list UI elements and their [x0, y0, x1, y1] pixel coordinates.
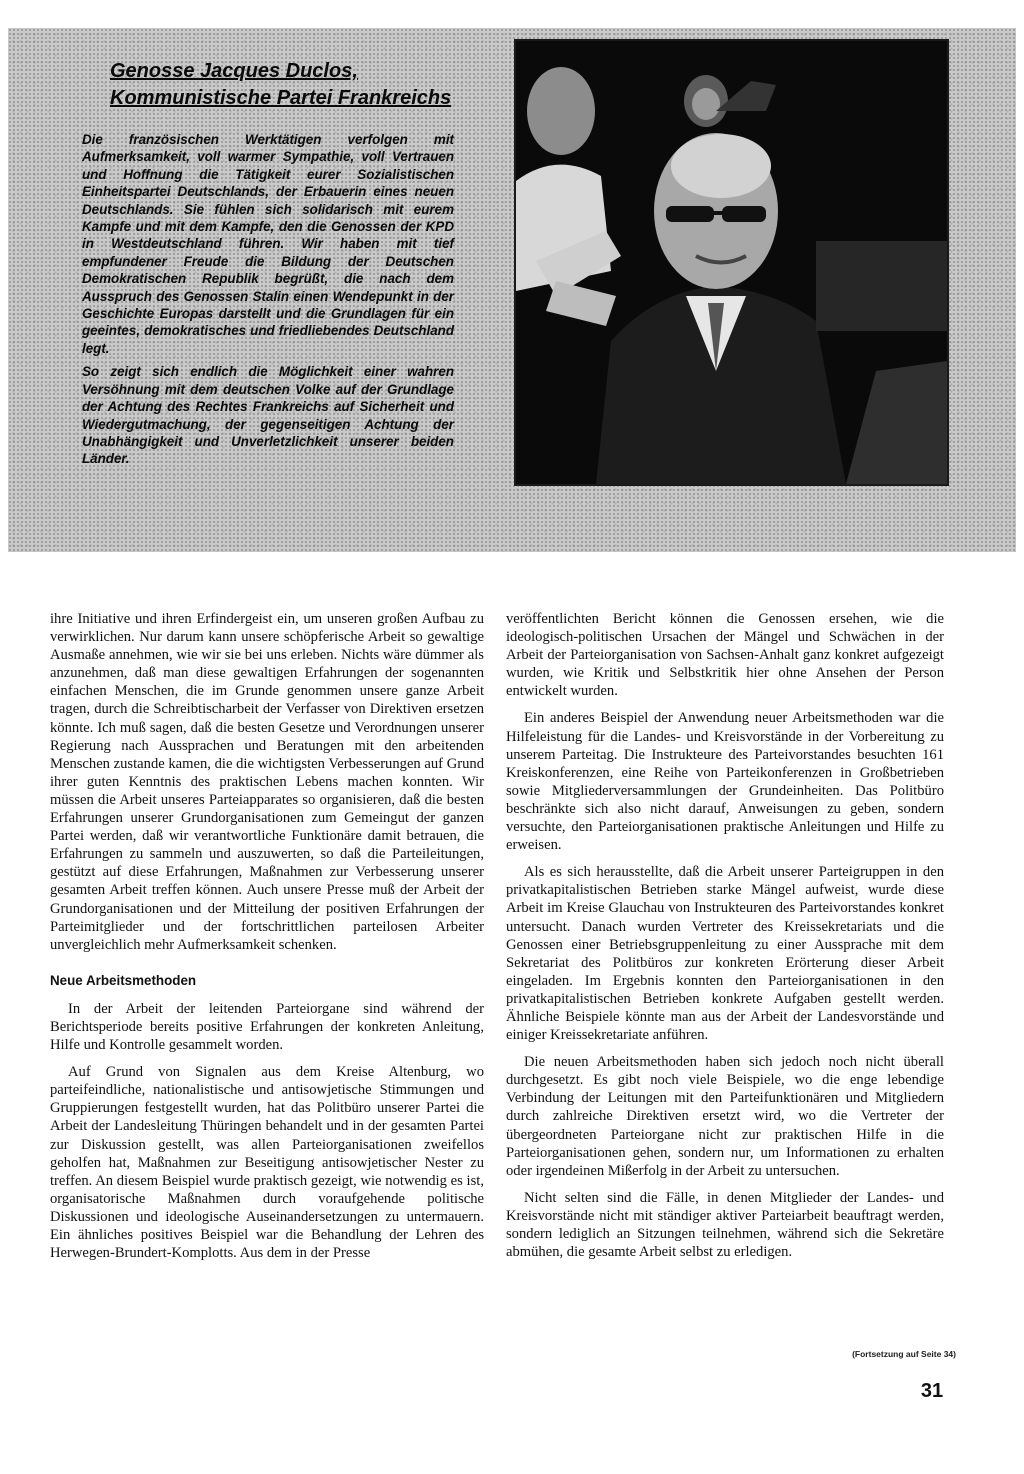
intro-paragraph: Die französischen Werktätigen verfolgen mit Aufmerksamkeit, voll warmer Sympathie, voll Vertrauen und Hoffnung die Tätigkeit eurer Sozialistischen Einheitspartei Deutschlands, der Erbauerin eines neuen Deutschlands. Sie fühlen sich solidarisch mit eurem Kampfe und mit dem Kampfe, den die Genossen der KPD in Westdeutschland führen. Wir haben mit tief empfundener Freude die Bildung der Deutschen Demokratischen Republik begrüßt, die nach dem Ausspruch des Genossen Stalin einen Wendepunkt in der Geschichte Europas darstellt und die Grundlagen für ein geeintes, demokratisches und friedliebendes Deutschland legt.: [82, 132, 454, 356]
column-right: [506, 610, 944, 1270]
continuation-note: (Fortsetzung auf Seite 34): [852, 1349, 956, 1359]
column-left: [50, 610, 484, 1271]
paragraph: In der Arbeit der leitenden Parteiorgane sind während der Berichtsperiode bereits positive Erfahrungen der konkreten Anleitung, Hilfe und Kontrolle gesammelt worden.: [50, 1000, 484, 1054]
paragraph: veröffentlichten Bericht können die Genossen ersehen, wie die ideologisch-politischen Ursachen der Mängel und Schwächen in der Arbeit der Parteiorganisation von Sachsen-Anhalt ganz konkret aufgezeigt wurden, wie Kritik und Selbstkritik hier ohne Ansehen der Person entwickelt wurden.: [506, 611, 944, 700]
paragraph: Als es sich herausstellte, daß die Arbeit unserer Parteigruppen in den privatkapitalistischen Betrieben starke Mängel aufweist, wurde diese Arbeit im Kreise Glauchau von Instrukteuren des Parteivorstandes konkret untersucht. Danach wurden Vertreter des Kreissekretariats und die Genossen einer Betriebsgruppenleitung zu einer Aussprache mit dem Sekretariat des Politbüros zur konkreten Erörterung dieser Arbeit eingeladen. Im Ergebnis konnten den Parteiorganisationen in den privatkapitalistischen Betrieben konkrete Aufgaben gestellt werden. Ähnliche Beispiele könnte man aus der Arbeit der Landesvorstände und einiger Kreissekretariate anführen.: [506, 864, 944, 1044]
paragraph: ihre Initiative und ihren Erfindergeist ein, um unseren großen Aufbau zu verwirklichen. Nur darum kann unsere schöpferische Arbeit so gewaltige Ausmaße annehmen, wie wir sie bei uns erleben. Nichts wäre dümmer als anzunehmen, daß man diese gewaltigen Erfahrungen der sogenannten einfachen Menschen, die im Grunde genommen unsere ganze Arbeit tragen, durch die Schreibtischarbeit der Verfasser von Direktiven ersetzen könnte. Ich muß sagen, daß die besten Gesetze und Verordnungen unserer Regierung nach Aussprachen und Beratungen mit den arbeitenden Menschen zustande kamen, die die wichtigsten Verbesserungen auf Grund ihrer guten Kenntnis des praktischen Lebens machen konnten. Wir müssen die Arbeit unseres Parteiapparates so organisieren, daß die besten Erfahrungen unserer Grundorganisationen zum Gemeingut der ganzen Partei werden, daß wir verantwortliche Funktionäre damit betrauen, die Erfahrungen zu sammeln und auszuwerten, so daß die Parteileitungen, gestützt auf diese Erfahrungen, Maßnahmen zur Verbesserung unserer gesamten Arbeit treffen können. Auch unsere Presse muß der Arbeit der Grundorganisationen und der Mitteilung der positiven Erfahrungen der Parteimitglieder und der fortschrittlichen parteilosen Arbeiter unvergleichlich mehr Aufmerksamkeit schenken.: [50, 611, 484, 953]
paragraph: Auf Grund von Signalen aus dem Kreise Altenburg, wo parteifeindliche, nationalistische und antisowjetische Stimmungen und Gruppierungen festgestellt wurden, hat das Politbüro unserer Partei die Arbeit der Landesleitung Thüringen behandelt und in der gesamten Partei zur Diskussion gestellt, was allen Parteiorganisationen zweifellos geholfen hat, Maßnahmen zur Beseitigung antisowjetischer Nester zu treffen. An diesem Beispiel wurde praktisch gezeigt, wie notwendig es ist, organisatorische Maßnahmen durch voraufgehende politische Diskussionen und ideologische Auseinandersetzungen zu untermauern. Ein ähnliches positives Beispiel war die Behandlung der Lehren des Herwegen-Brundert-Komplotts. Aus dem in der Presse: [50, 1064, 484, 1262]
headline-name: Genosse Jacques Duclos,: [110, 60, 358, 82]
page-number: 31: [920, 1380, 944, 1402]
intro-paragraph: So zeigt sich endlich die Möglichkeit einer wahren Versöhnung mit dem deutschen Volke auf der Grundlage der Achtung des Rechtes Frankreichs auf Sicherheit und Wiedergutmachung, der gegenseitigen Achtung der Unabhängigkeit und Unverletzlichkeit unserer beiden Länder.: [82, 364, 454, 467]
paragraph: Ein anderes Beispiel der Anwendung neuer Arbeitsmethoden war die Hilfeleistung für die Landes- und Kreisvorstände in der Vorbereitung zu unserem Parteitag. Die Instrukteure des Parteivorstandes besuchten 161 Kreiskonferenzen, eine Reihe von Parteikonferenzen in Großbetrieben sowie Mitgliederversammlungen der Grundeinheiten. Das Politbüro beschränkte sich also nicht darauf, Anweisungen zu geben, sondern versuchte, den Parteiorganisationen praktische Anleitungen und Hilfe zu erweisen.: [506, 710, 944, 854]
portrait-photo-drawing: [516, 41, 947, 484]
paragraph: Die neuen Arbeitsmethoden haben sich jedoch noch nicht überall durchgesetzt. Es gibt noch viele Beispiele, wo die enge lebendige Verbindung der Leitungen mit den Parteifunktionären und Mitgliedern durch zahlreiche Direktiven ersetzt wird, wo die Vertreter der übergeordneten Parteiorgane nicht zur praktischen Hilfe in die Parteiorganisationen gehen, sondern nur, um Informationen zu erhalten oder irgendeinen Mißerfolg in der Arbeit zu untersuchen.: [506, 1054, 944, 1179]
section-heading: Neue Arbeitsmethoden: [50, 972, 197, 988]
paragraph: Nicht selten sind die Fälle, in denen Mitglieder der Landes- und Kreisvorstände nicht mit ständiger aktiver Parteiarbeit beauftragt werden, sondern lediglich an Sitzungen teilnehmen, während sich die Sekretäre abmühen, die gesamte Arbeit selbst zu erledigen.: [506, 1189, 944, 1261]
headline: [110, 58, 470, 112]
headline-party: Kommunistische Partei Frankreichs: [110, 87, 452, 109]
portrait-photo: [514, 39, 949, 486]
intro-quote: [82, 131, 454, 474]
